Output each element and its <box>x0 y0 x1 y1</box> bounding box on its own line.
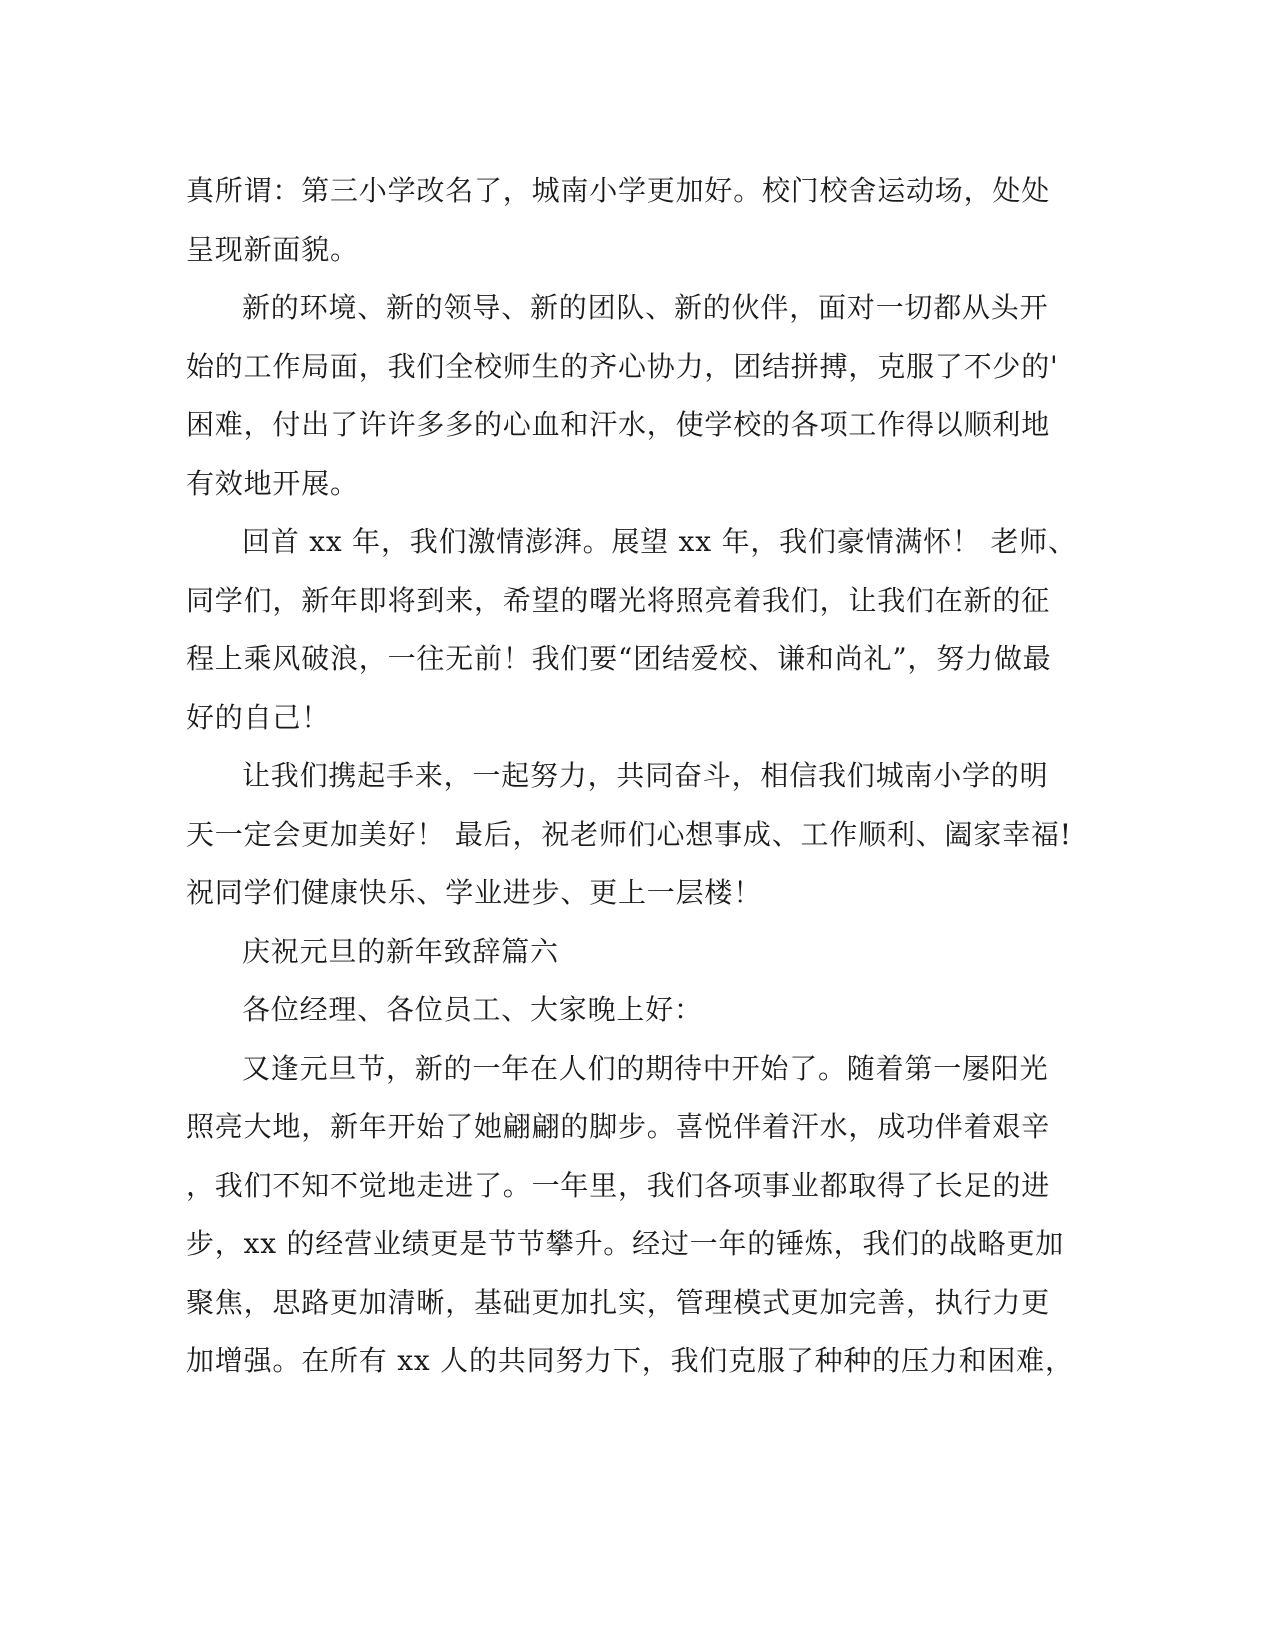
text-line: 照亮大地，新年开始了她翩翩的脚步。喜悦伴着汗水，成功伴着艰辛 <box>186 1110 1051 1143</box>
salutation <box>186 981 1066 1040</box>
text-line: 步，xx 的经营业绩更是节节攀升。经过一年的锤炼，我们的战略更加 <box>186 1227 1065 1260</box>
text-line: ，我们不知不觉地走进了。一年里，我们各项事业都取得了长足的进 <box>186 1168 1051 1202</box>
text-line: 真所谓：第三小学改名了，城南小学更加好。校门校舍运动场，处处 <box>186 174 1051 207</box>
text-line: 加增强。在所有 xx 人的共同努力下，我们克服了种种的压力和困难， <box>186 1344 1074 1377</box>
salutation-text: 各位经理、各位员工、大家晚上好： <box>242 993 703 1026</box>
paragraph-look-back <box>186 513 1077 747</box>
text-line: 呈现新面貌。 <box>186 232 359 266</box>
text-line: 新的环境、新的领导、新的团队、新的伙伴，面对一切都从头开 <box>242 291 1049 324</box>
text-line: 好的自己！ <box>186 700 331 734</box>
text-line: 困难，付出了许许多多的心血和汗水，使学校的各项工作得以顺利地 <box>186 408 1051 441</box>
text-line: 同学们，新年即将到来，希望的曙光将照亮着我们，让我们在新的征 <box>186 583 1051 617</box>
text-line: 天一定会更加美好！ 最后，祝老师们心想事成、工作顺利、阖家幸福! <box>186 817 1072 851</box>
text-line: 祝同学们健康快乐、学业进步、更上一层楼！ <box>186 876 763 909</box>
text-line: 回首 xx 年，我们激情澎湃。展望 xx 年，我们豪情满怀！ 老师、 <box>242 525 1077 558</box>
text-line: 始的工作局面，我们全校师生的齐心协力，团结拼搏，克服了不少的' <box>186 349 1059 383</box>
section-title: 庆祝元旦的新年致辞篇六 <box>242 934 559 968</box>
document-body <box>186 162 1077 1391</box>
paragraph-school-rename <box>186 162 1066 279</box>
text-line: 聚焦，思路更加清晰，基础更加扎实，管理模式更加完善，执行力更 <box>186 1285 1051 1319</box>
section-heading <box>186 923 1066 982</box>
paragraph-closing-wishes <box>186 747 1072 923</box>
text-line: 让我们携起手来，一起努力，共同奋斗，相信我们城南小学的明 <box>242 759 1049 792</box>
text-line: 又逢元旦节，新的一年在人们的期待中开始了。随着第一屡阳光 <box>242 1051 1049 1085</box>
paragraph-new-year-day <box>186 1040 1074 1391</box>
text-line: 有效地开展。 <box>186 466 359 500</box>
paragraph-new-environment <box>186 279 1066 513</box>
text-line: 程上乘风破浪，一往无前！我们要“团结爱校、谦和尚礼”，努力做最 <box>186 642 1052 675</box>
